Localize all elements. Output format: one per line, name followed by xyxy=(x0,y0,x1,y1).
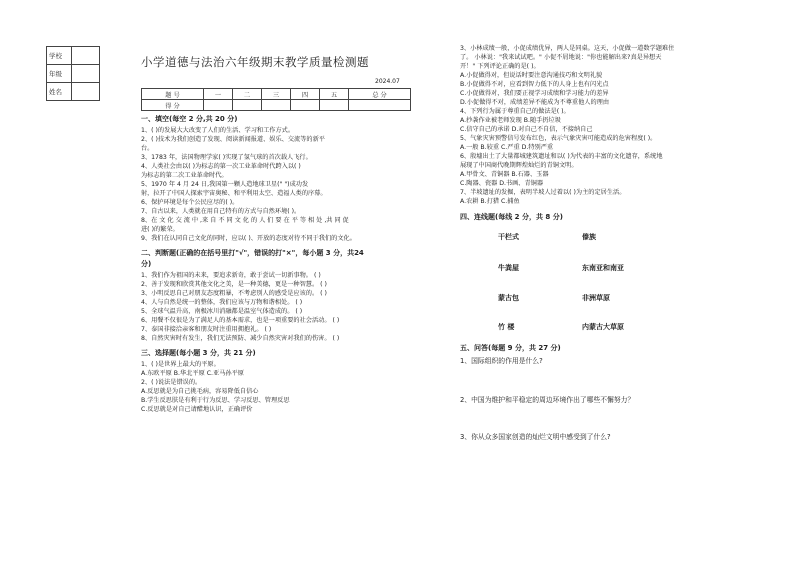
match-left-item[interactable]: 蒙古包 xyxy=(498,294,519,302)
score-header-cell: 五 xyxy=(320,89,349,100)
fill-blank-line: 3、1783 年，法国物理学家( )实现了氢气球的首次载人飞行。 xyxy=(141,154,312,161)
fill-blank-line: 进( )的繁荣。 xyxy=(141,226,179,233)
score-row-label: 得 分 xyxy=(142,100,204,111)
name-field[interactable] xyxy=(72,83,100,101)
match-right-item[interactable]: 非洲草原 xyxy=(582,294,610,302)
true-false-line: 3、小明反思自己对朋友态度粗暴，不考虑别人的感受是应该的。 ( ) xyxy=(141,290,327,297)
true-false-line: 5、全球气温升高，南极冰川消融都是温室气体造成的。 ( ) xyxy=(141,308,303,315)
school-field[interactable] xyxy=(72,47,100,65)
score-cell[interactable] xyxy=(261,100,290,111)
section-2-title: 二、判断题(正确的在括号里打"√"，错误的打"×"，每小题 3 分，共24 xyxy=(141,249,364,257)
fill-blank-line: 5、1970 年 4 月 24 日,我国第一颗人造地球卫星(" ")成功发 xyxy=(141,181,309,188)
fill-blank-line: 9、我们在认同自己文化的同时，应以( )、开放的态度对待不同于我们的文化。 xyxy=(141,235,356,242)
choice-line: 展现了中国商代晚期辉煌灿烂的青铜文明。 xyxy=(460,162,578,169)
true-false-line: 2、善于发现和欣赏其他文化之美，是一种美德，更是一种智慧。 ( ) xyxy=(141,281,327,288)
choice-line: A.农耕 B.打猎 C.捕鱼 xyxy=(460,198,520,205)
score-cell[interactable] xyxy=(320,100,349,111)
choice-line: B.小促做得不对，应看到智力低下的人身上也有闪光点 xyxy=(460,81,609,88)
choice-line: A.东欧平原 B.华北平原 C.亚马孙平原 xyxy=(141,370,244,377)
fill-blank-list xyxy=(141,126,356,243)
score-header-cell: 一 xyxy=(203,89,232,100)
section-3-title: 三、选择题(每小题 3 分，共 21 分) xyxy=(141,349,256,357)
score-value-row xyxy=(142,100,411,111)
choice-line: A.甲骨文、青铜器 B.石器、玉器 xyxy=(460,171,549,178)
choice-line: B.学生反思肤是有利于行为反思、学习反思、管理反思 xyxy=(141,397,290,404)
choice-list-right xyxy=(460,44,674,206)
choice-line: C.反思就是对自己请醋地认识，正确评价 xyxy=(141,406,253,413)
fill-blank-line: 6、保护环境是每个公民应尽的( )。 xyxy=(141,199,239,206)
score-header-cell: 四 xyxy=(290,89,319,100)
fill-blank-line: 4、人类社会由以( )为标志的第一次工业革命时代跨入以( ) xyxy=(141,163,301,170)
match-right-item[interactable]: 东南亚和南亚 xyxy=(582,264,624,272)
name-label: 姓名 xyxy=(47,83,72,101)
fill-blank-line: 7、自古以来，人类就在用自己特有的方式与自然环境( )。 xyxy=(141,208,301,215)
question-1: 1、国际组织的作用是什么? xyxy=(460,357,543,365)
choice-line: 3、小林成绩一般，小促成绩优异，两人是同桌。这天，小促做一道数学题难住 xyxy=(460,45,675,52)
score-cell[interactable] xyxy=(203,100,232,111)
choice-line: 2、( )说法是错误的。 xyxy=(141,379,202,386)
choice-line: 开！" 下列评论正确的是( )。 xyxy=(460,63,540,70)
choice-line: 5、气象灾害预警信号发布红色，表示气象灾害可能造成的危害程度( )。 xyxy=(460,135,657,142)
exam-title: 小学道德与法治六年级期末教学质量检测题 xyxy=(141,55,369,69)
score-header-cell: 二 xyxy=(232,89,261,100)
match-left-item[interactable]: 竹 楼 xyxy=(498,323,515,331)
fill-blank-line: 射，拉开了中国人探索宇宙奥秘、和平利用太空、造福人类的序幕。 xyxy=(141,190,327,197)
choice-line: A.一般 B.较重 C.严重 D.特别严重 xyxy=(460,144,554,151)
choice-line: 4、下列行为属于尊重自己的做法是( )。 xyxy=(460,108,570,115)
choice-list-left xyxy=(141,360,290,414)
choice-line: 1、( )是世界上最大的平原。 xyxy=(141,361,220,368)
grade-field[interactable] xyxy=(72,65,100,83)
score-header-cell: 题 号 xyxy=(142,89,204,100)
school-label: 学校 xyxy=(47,47,72,65)
score-header-cell: 三 xyxy=(261,89,290,100)
question-3: 3、你从众多国家创造的灿烂文明中感受到了什么? xyxy=(460,433,611,441)
true-false-list xyxy=(141,271,339,343)
choice-line: D.小促做得不对，成绩差异不能成为不尊重他人的理由 xyxy=(460,99,610,106)
student-info-box xyxy=(46,46,100,101)
score-header-cell: 总 分 xyxy=(349,89,411,100)
choice-line: A.反思就是为自己挑毛病，容易降低自信心 xyxy=(141,388,259,395)
match-left-item[interactable]: 牛粪屋 xyxy=(498,264,519,272)
question-2: 2、中国为维护和平稳定的周边环境作出了哪些不懈努力？ xyxy=(460,396,635,404)
score-table xyxy=(141,88,411,111)
fill-blank-line: 为标志的第二次工业革命时代。 xyxy=(141,172,228,179)
section-5-title: 五、问答(每题 9 分，共 27 分) xyxy=(460,344,561,352)
fill-blank-line: 8、在 文 化 交 流 中 ,来 自 不 同 文 化 的 人 们 要 在 平 等 相 处 ,共 同 促 xyxy=(141,217,349,224)
true-false-line: 6、用餐不仅很是为了满足人的基本需求，也是一项重要的社会活动。 ( ) xyxy=(141,317,340,324)
choice-line: C.信守自己的承诺 D.对自己不自信，不接纳自己 xyxy=(460,126,593,133)
fill-blank-line: 1、( )的发展大大改变了人们的生活、学习和工作方式。 xyxy=(141,127,295,134)
section-1-title: 一、填空(每空 2 分,共 20 分) xyxy=(141,115,238,123)
exam-date: 2024.07 xyxy=(375,78,400,85)
match-right-item[interactable]: 内蒙古大草原 xyxy=(582,323,624,331)
choice-line: A.抄袭作业被老师发现 B.随手扔垃圾 xyxy=(460,117,561,124)
grade-label: 年级 xyxy=(47,65,72,83)
choice-line: 7、半坡遗址的发掘，表明半坡人过着以( )为主的定居生活。 xyxy=(460,189,626,196)
choice-line: C.陶器、瓷器 D.书画、青铜器 xyxy=(460,180,544,187)
score-header-row xyxy=(142,89,411,100)
choice-line: 6、殷墟出土了大量都城建筑遗址和以( )为代表的丰富的文化遗存，系统地 xyxy=(460,153,663,160)
true-false-line: 4、人与自然是统一的整体，我们应该与万物和谐相处。 ( ) xyxy=(141,299,303,306)
score-cell[interactable] xyxy=(349,100,411,111)
section-4-title: 四、连线题(每线 2 分，共 8 分) xyxy=(460,213,563,221)
true-false-line: 8、自然灾害时有发生，我们无法预防、减少自然灾害对我们的伤害。 ( ) xyxy=(141,335,340,342)
match-left-item[interactable]: 干栏式 xyxy=(498,233,519,241)
score-cell[interactable] xyxy=(232,100,261,111)
fill-blank-line: 2、( )技术为我们创造了发现、阅读新闻报道、娱乐、交流等的新平 xyxy=(141,136,325,143)
choice-line: C.小促做得对，我们要正视学习成绩和学习能力的差异 xyxy=(460,90,609,97)
true-false-line: 1、我们作为祖国的未来，要追求新奇，敢于尝试一切新事物。 ( ) xyxy=(141,272,321,279)
choice-line: A.小促做得对，但说话时要注意沟通技巧和文明礼貌 xyxy=(460,72,603,79)
section-2-title-cont: 分) xyxy=(141,260,152,268)
choice-line: 了。 小林说："我来试试吧。" 小促不屑地说："你也能解出来?真是异想天 xyxy=(460,54,662,61)
fill-blank-line: 台。 xyxy=(141,145,154,152)
match-right-item[interactable]: 傣族 xyxy=(582,233,596,241)
true-false-line: 7、泰国非接洽亲客和朋友时注重用拥抱礼。 ( ) xyxy=(141,326,272,333)
score-cell[interactable] xyxy=(290,100,319,111)
